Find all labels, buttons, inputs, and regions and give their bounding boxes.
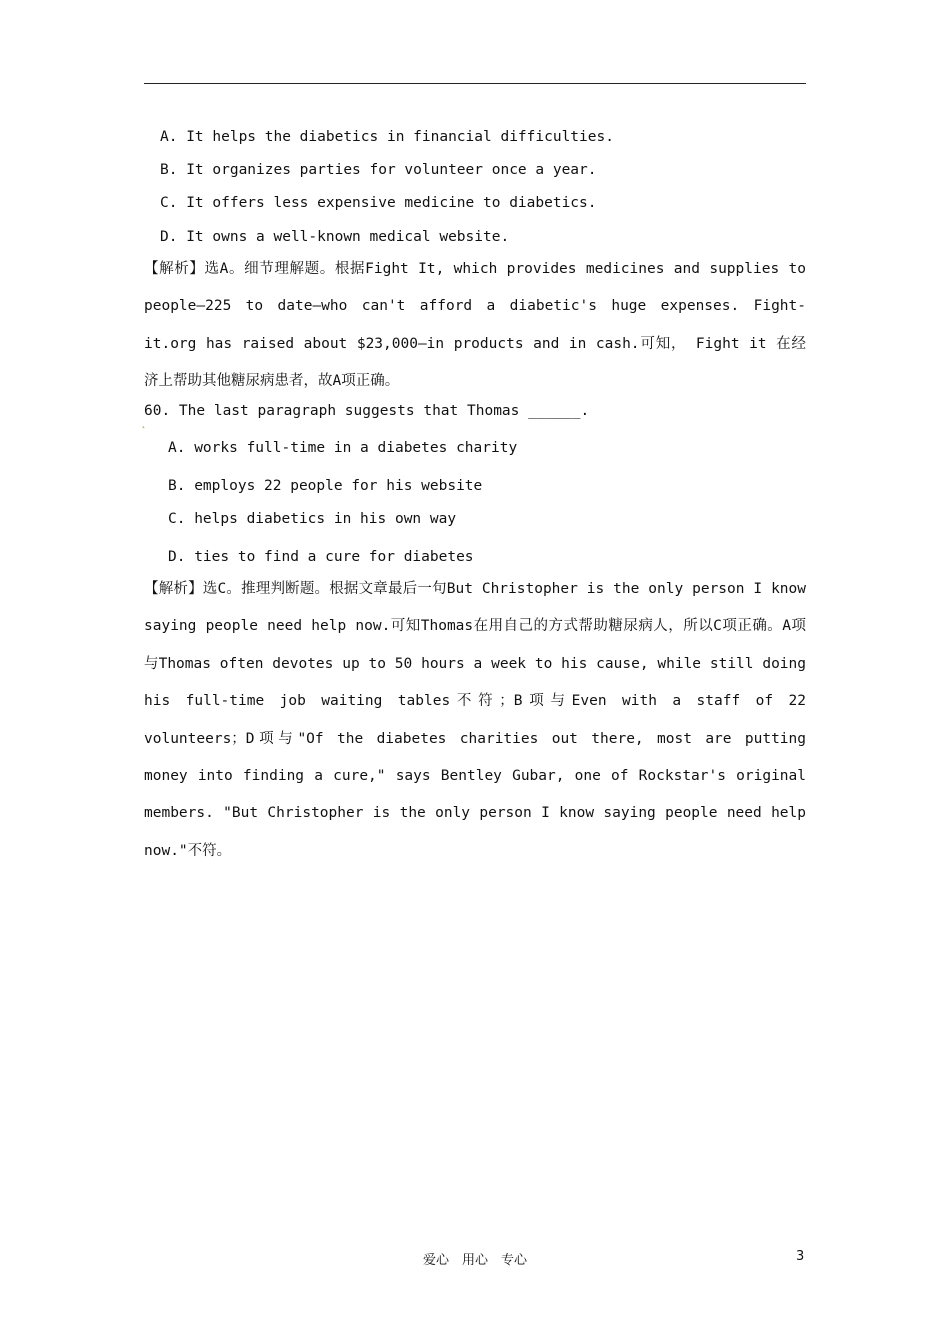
q60-analysis: 【解析】选C。推理判断题。根据文章最后一句But Christopher is the only person I know saying people need help now.可知Thomas在用自己的方式帮助糖尿病人，所以C项正确。A项与Thomas often devotes up to 50 hours a week to his cause, while still doing his full-time job waiting tables不符；B项与Even with a staff of 22 volunteers；D项与"Of the diabetes charities out there, most are putting money into finding a cure," says Bentley Gubar, one of Rockstar's original members. "But Christopher is the only person I know saying people need help now."不符。 <box>144 581 806 859</box>
q59-option-c: C. It offers less expensive medicine to diabetics. <box>160 195 597 211</box>
q60-option-d: D. ties to find a cure for diabetes <box>168 549 474 565</box>
q60-option-c: C. helps diabetics in his own way <box>168 511 457 527</box>
q60-option-b: B. employs 22 people for his website <box>168 478 483 494</box>
q60-option-a: A. works full-time in a diabetes charity <box>168 440 518 456</box>
q59-option-b: B. It organizes parties for volunteer once a year. <box>160 162 597 178</box>
q59-option-d: D. It owns a well-known medical website. <box>160 229 510 245</box>
page-number: 3 <box>796 1249 805 1264</box>
page-footer: 爱心 用心 专心 <box>422 1253 527 1268</box>
q59-option-a: A. It helps the diabetics in financial difficulties. <box>160 129 614 145</box>
anchor-mark-icon: ˛ <box>141 418 146 429</box>
q60-question: 60. The last paragraph suggests that Thomas ______. <box>144 403 590 419</box>
q59-analysis: 【解析】选A。细节理解题。根据Fight It, which provides medicines and supplies to people—225 to date—who can't afford a diabetic's huge expenses. Fight-it.org has raised about $23,000—in products and in cash.可知， Fight it 在经济上帮助其他糖尿病患者，故A项正确。 <box>144 261 806 390</box>
header-rule <box>144 83 806 84</box>
